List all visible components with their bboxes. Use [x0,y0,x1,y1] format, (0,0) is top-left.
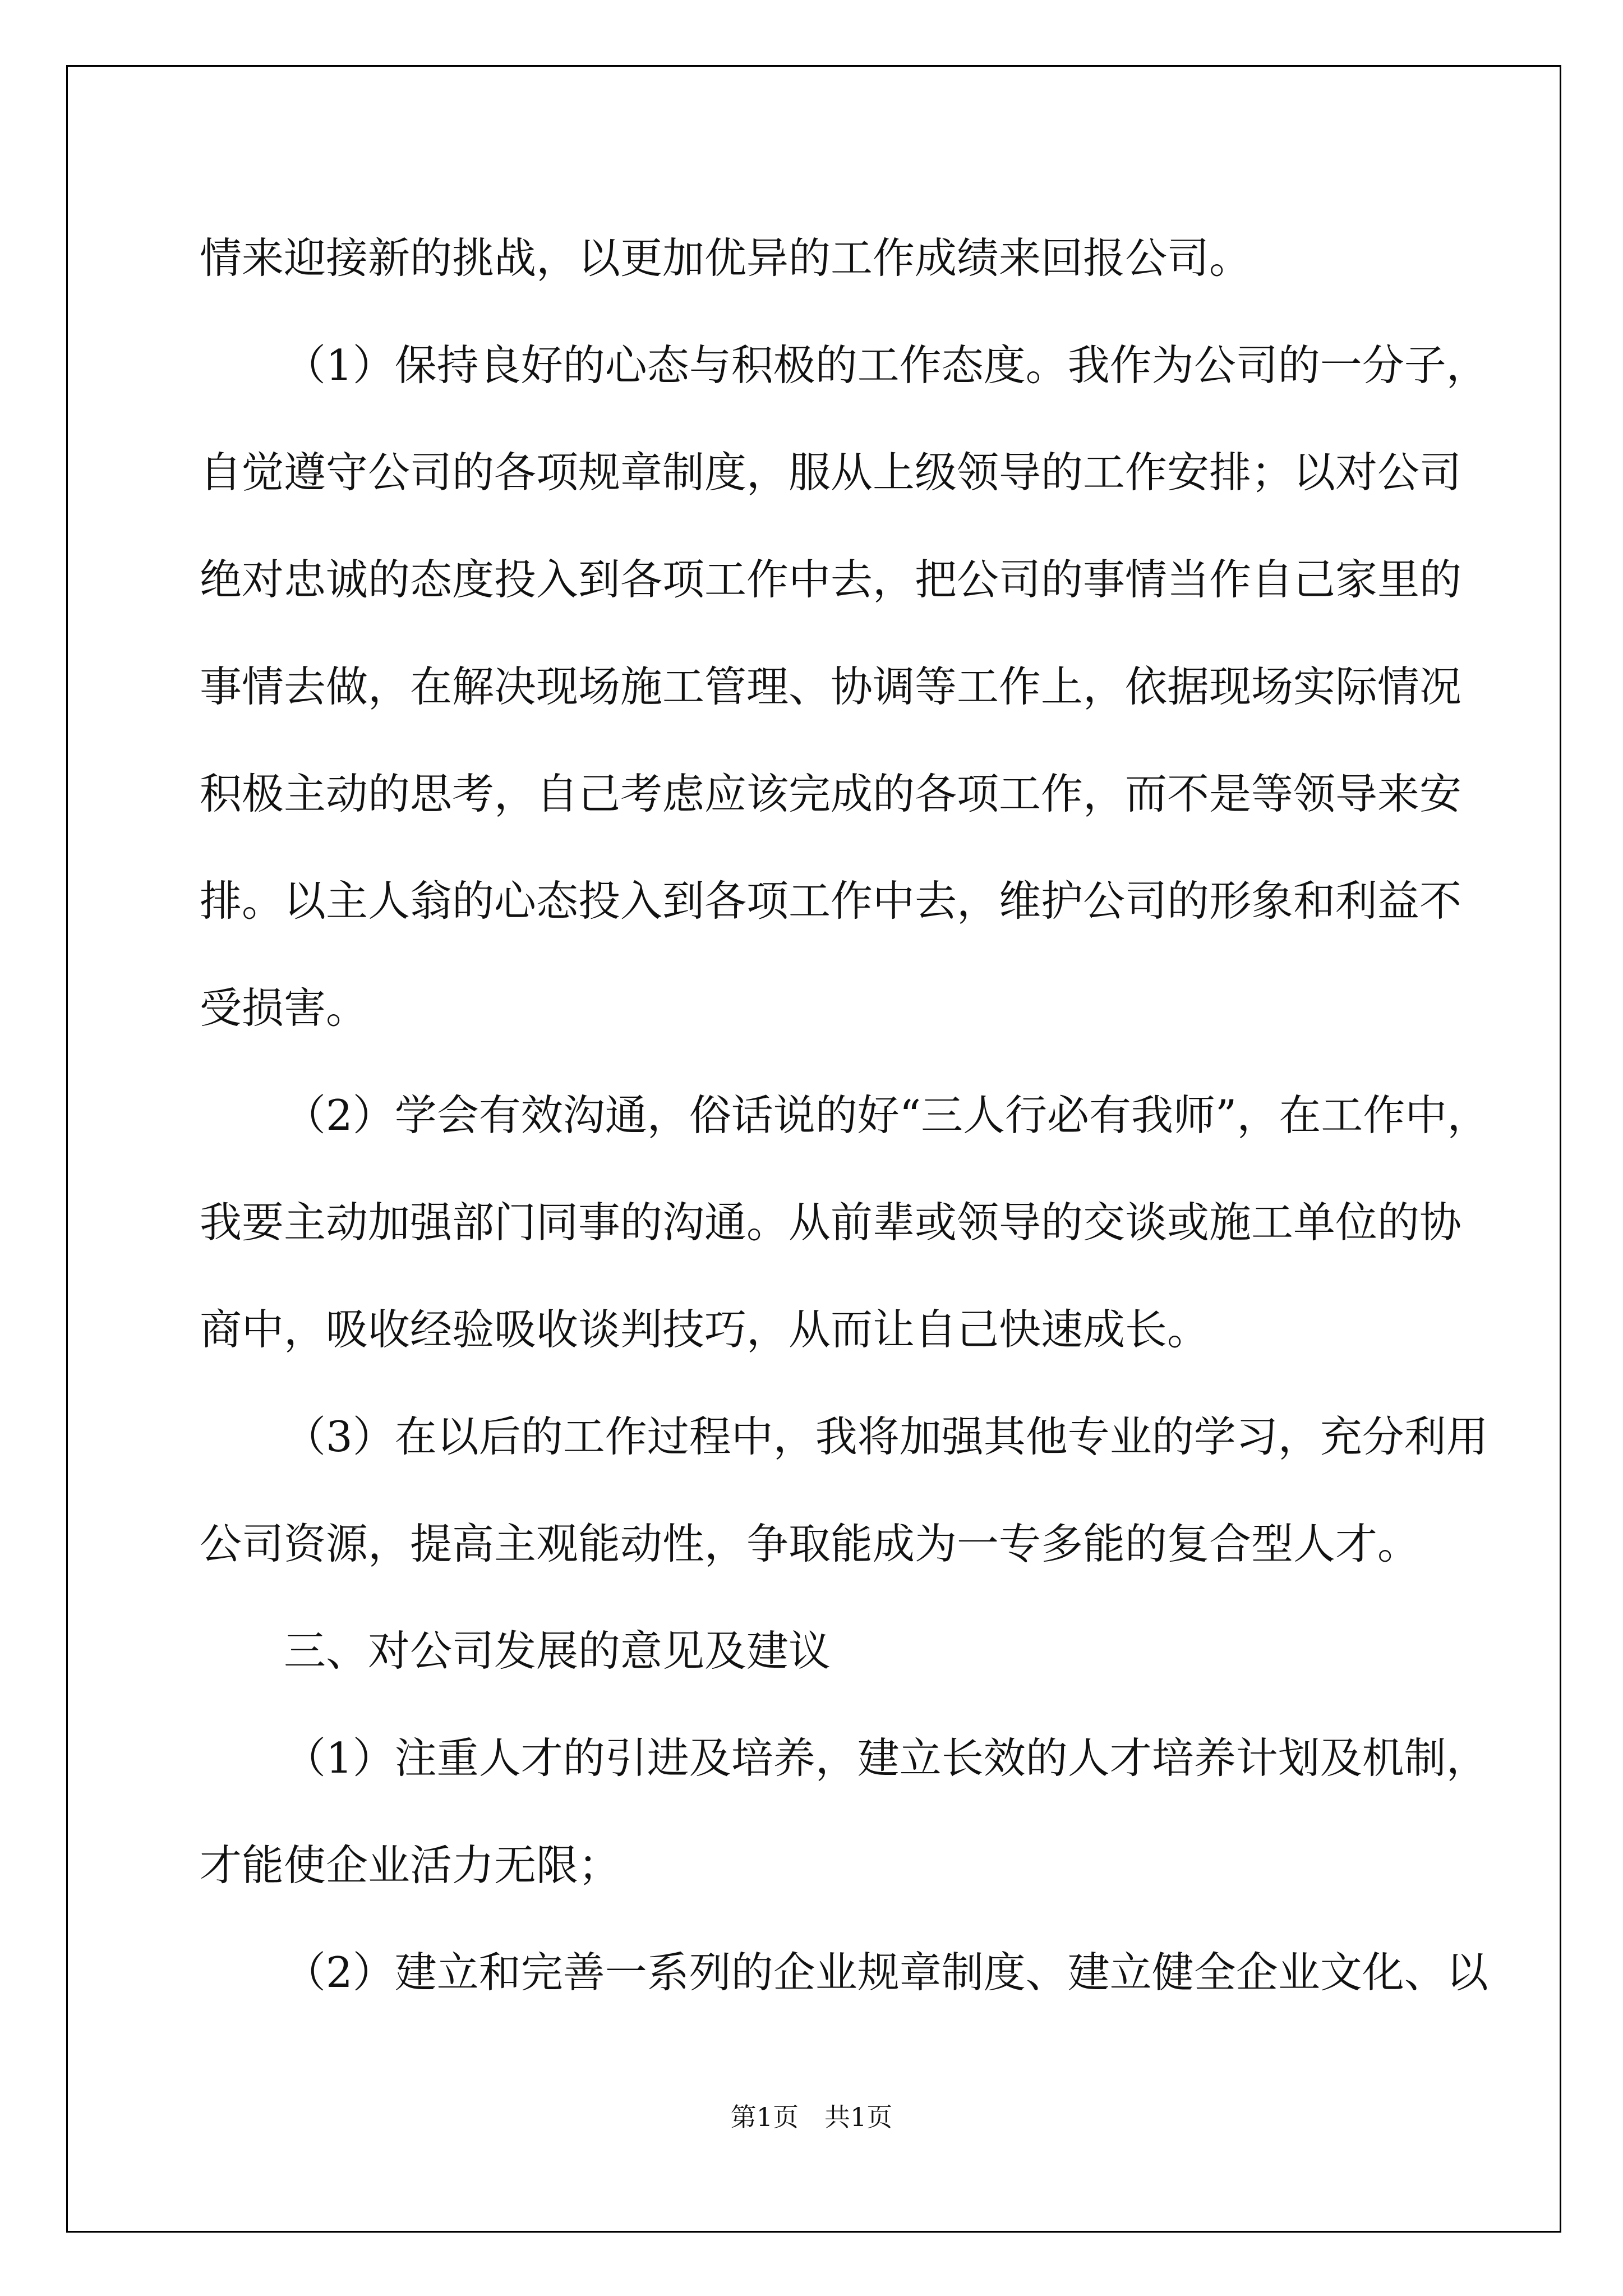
paragraph-line: 绝对忠诚的态度投入到各项工作中去，把公司的事情当作自己家里的 [200,555,1462,604]
paragraph-line: （2）建立和完善一系列的企业规章制度、建立健全企业文化、以 [284,1948,1488,1997]
paragraph-line: 自觉遵守公司的各项规章制度，服从上级领导的工作安排；以对公司 [200,448,1462,497]
paragraph-line: 排。以主人翁的心态投入到各项工作中去，维护公司的形象和利益不 [200,876,1462,926]
document-body [200,205,1490,2026]
paragraph-line: 受损害。 [200,983,368,1033]
paragraph-line: （1）注重人才的引进及培养，建立长效的人才培养计划及机制， [284,1733,1488,1783]
paragraph-line: （1）保持良好的心态与积极的工作态度。我作为公司的一分子， [284,341,1488,390]
paragraph-line: 才能使企业活力无限； [200,1841,621,1890]
paragraph-line: 积极主动的思考，自己考虑应该完成的各项工作，而不是等领导来安 [200,769,1462,818]
paragraph-line: 商中，吸收经验吸收谈判技巧，从而让自己快速成长。 [200,1305,1210,1354]
section-heading: 三、对公司发展的意见及建议 [284,1626,831,1676]
paragraph-line: （2）学会有效沟通，俗话说的好“三人行必有我师”，在工作中， [284,1091,1490,1140]
paragraph-line: 事情去做，在解决现场施工管理、协调等工作上，依据现场实际情况 [200,662,1462,711]
paragraph-line: 我要主动加强部门同事的沟通。从前辈或领导的交谈或施工单位的协 [200,1198,1462,1247]
page-number: 第1页 共1页 [730,2102,893,2132]
paragraph-line: 公司资源，提高主观能动性，争取能成为一专多能的复合型人才。 [200,1519,1420,1568]
paragraph-line: 情来迎接新的挑战，以更加优异的工作成绩来回报公司。 [200,233,1252,283]
paragraph-line: （3）在以后的工作过程中，我将加强其他专业的学习，充分利用 [284,1412,1488,1461]
